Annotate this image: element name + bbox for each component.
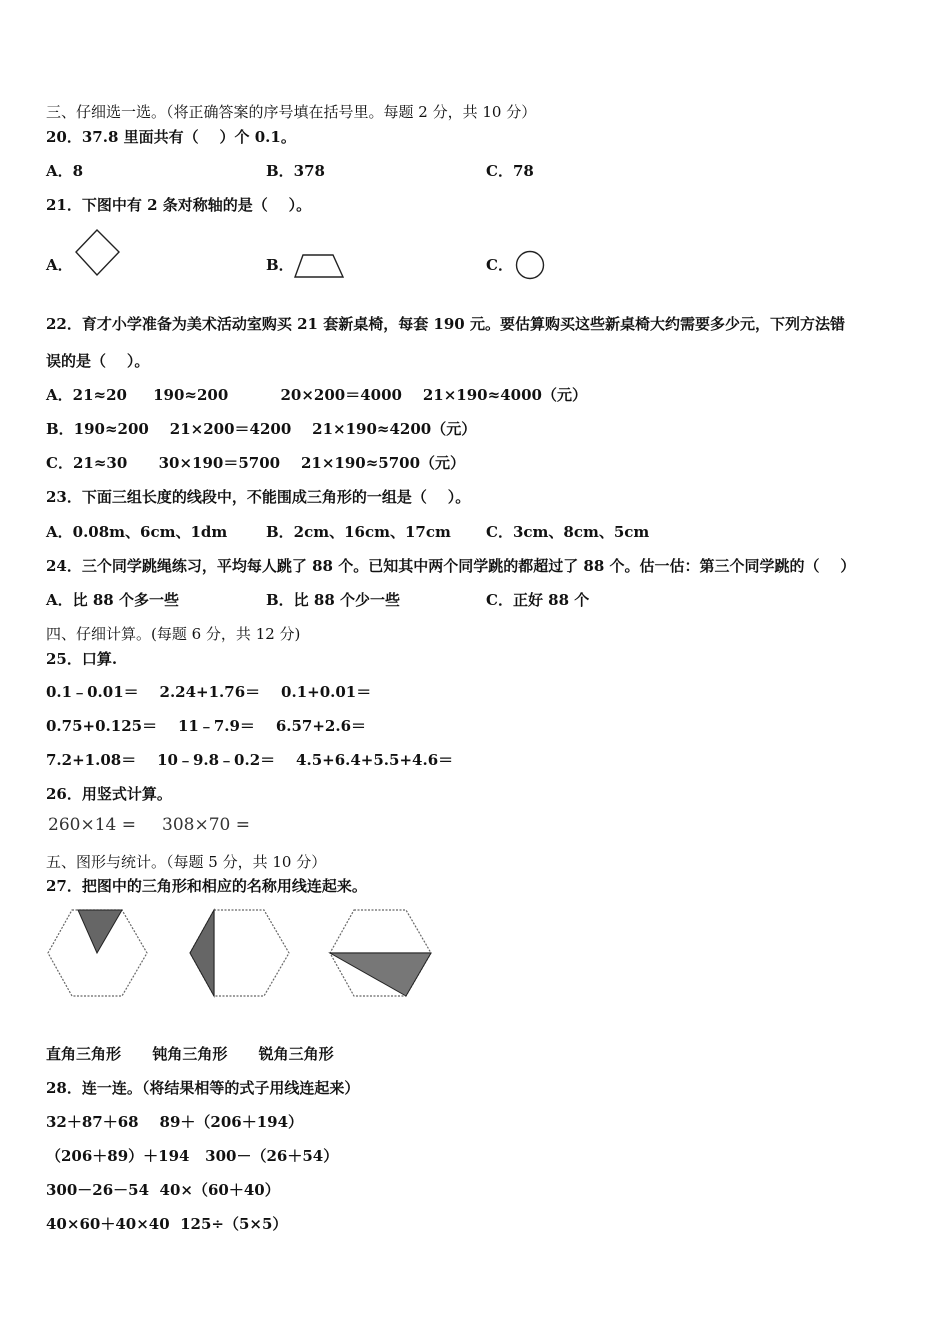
trapezoid-figure: [292, 252, 346, 280]
question-24-option-a: A．比 88 个多一些: [46, 591, 179, 609]
question-22-option-a: A．21≈20 190≈200 20×200＝4000 21×190≈4000（元）: [46, 386, 587, 404]
question-25-stem: 25．口算.: [46, 650, 118, 668]
hexagon-right-triangle-figure: [186, 906, 294, 1002]
question-22-option-c: C．21≈30 30×190＝5700 21×190≈5700（元）: [46, 454, 466, 472]
section-3-title: 三、仔细选一选。（将正确答案的序号填在括号里。每题 2 分，共 10 分）: [46, 103, 537, 121]
question-28-stem: 28．连一连。（将结果相等的式子用线连起来）: [46, 1079, 360, 1097]
section-4-title: 四、仔细计算。(每题 6 分，共 12 分): [46, 625, 301, 643]
mental-math-row-1: 0.1﹣0.01＝ 2.24+1.76＝ 0.1+0.01＝: [46, 683, 372, 701]
question-23-option-a: A．0.08m、6cm、1dm: [46, 523, 228, 541]
rhombus-figure: [74, 228, 122, 278]
mental-math-row-3: 7.2+1.08＝ 10﹣9.8﹣0.2＝ 4.5+6.4+5.5+4.6＝: [46, 751, 454, 769]
hexagon-acute-triangle-figure: [44, 906, 152, 1002]
question-21-option-c: C．: [486, 256, 513, 274]
matching-row-1: 32＋87＋68 89＋（206＋194）: [46, 1113, 304, 1131]
vertical-calc-expression-2: 308×70 =: [162, 815, 250, 835]
question-27-stem: 27．把图中的三角形和相应的名称用线连起来。: [46, 877, 367, 895]
question-22-stem-line2: 误的是（ ）。: [46, 352, 150, 370]
question-20-option-a: A．8: [46, 162, 84, 180]
question-26-stem: 26．用竖式计算。: [46, 785, 172, 803]
question-23-option-c: C．3cm、8cm、5cm: [486, 523, 650, 541]
question-23-option-b: B．2cm、16cm、17cm: [266, 523, 451, 541]
question-22-option-b: B．190≈200 21×200＝4200 21×190≈4200（元）: [46, 420, 477, 438]
triangle-names: 直角三角形 钝角三角形 锐角三角形: [46, 1045, 334, 1063]
question-24-option-c: C．正好 88 个: [486, 591, 590, 609]
question-20-option-b: B．378: [266, 162, 325, 180]
question-20-option-c: C．78: [486, 162, 534, 180]
vertical-calc-expression-1: 260×14 =: [48, 815, 136, 835]
matching-row-4: 40×60＋40×40 125÷（5×5）: [46, 1215, 288, 1233]
question-23-stem: 23．下面三组长度的线段中，不能围成三角形的一组是（ ）。: [46, 488, 471, 506]
matching-row-2: （206＋89）＋194 300－（26＋54）: [46, 1147, 339, 1165]
circle-figure: [514, 249, 546, 281]
section-5-title: 五、图形与统计。（每题 5 分，共 10 分）: [46, 853, 327, 871]
question-20-stem: 20．37.8 里面共有（ ）个 0.1。: [46, 128, 296, 146]
question-21-option-b: B．: [266, 256, 294, 274]
question-22-stem-line1: 22．育才小学准备为美术活动室购买 21 套新桌椅，每套 190 元。要估算购买这些新桌椅大约需要多少元，下列方法错: [46, 315, 845, 333]
question-21-stem: 21．下图中有 2 条对称轴的是（ ）。: [46, 196, 312, 214]
hexagon-obtuse-triangle-figure: [326, 906, 436, 1002]
question-24-option-b: B．比 88 个少一些: [266, 591, 400, 609]
mental-math-row-2: 0.75+0.125＝ 11﹣7.9＝ 6.57+2.6＝: [46, 717, 367, 735]
question-21-option-a: A．: [46, 256, 73, 274]
question-24-stem: 24．三个同学跳绳练习，平均每人跳了 88 个。已知其中两个同学跳的都超过了 88 个。估一估：第三个同学跳的（ ）: [46, 557, 856, 575]
matching-row-3: 300－26－54 40×（60＋40）: [46, 1181, 280, 1199]
